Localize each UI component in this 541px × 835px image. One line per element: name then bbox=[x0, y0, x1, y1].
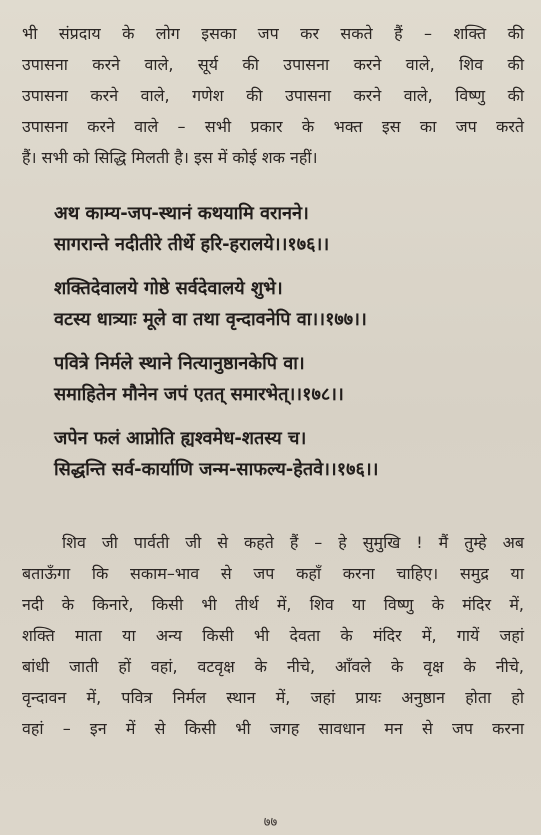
text-line: नदी के किनारे, किसी भी तीर्थ में, शिव या विष्णु के मंदिर में, bbox=[22, 595, 524, 614]
verse-line: सिद्धन्ति सर्व-कार्याणि जन्म-साफल्य-हेतवे।।१७६।। bbox=[54, 459, 379, 480]
intro-paragraph bbox=[22, 18, 524, 173]
verse-line: सागरान्ते नदीतीरे तीर्थे हरि-हरालये।।१७६।। bbox=[54, 234, 330, 255]
verse-line: अथ काम्य-जप-स्थानं कथयामि वरानने। bbox=[54, 203, 309, 224]
verse-line: जपेन फलं आप्नोति ह्यश्वमेध-शतस्य च। bbox=[54, 428, 307, 449]
verse-line: पवित्रे निर्मले स्थाने नित्यानुष्ठानकेपि वा। bbox=[54, 353, 305, 374]
text-line: शिव जी पार्वती जी से कहते हैं – हे सुमुखि ! मैं तुम्हे अब bbox=[62, 533, 524, 552]
verse-line: समाहितेन मौनेन जपं एतत् समारभेत्।।१७८।। bbox=[54, 384, 344, 405]
text-line: बांधी जाती हों वहां, वटवृक्ष के नीचे, आँवले के वृक्ष के नीचे, bbox=[22, 657, 524, 676]
text-line: वहां – इन में से किसी भी जगह सावधान मन से जप करना bbox=[22, 719, 524, 738]
verse-stanza bbox=[54, 423, 524, 485]
text-line: हैं। सभी को सिद्धि मिलती है। इस में कोई शक नहीं। bbox=[22, 148, 318, 167]
verse-stanza bbox=[54, 273, 524, 335]
translation-paragraph bbox=[22, 527, 524, 744]
sanskrit-verses bbox=[54, 198, 524, 498]
text-line: उपासना करने वाले – सभी प्रकार के भक्त इस का जप करते bbox=[22, 117, 524, 136]
text-line: शक्ति माता या अन्य किसी भी देवता के मंदिर में, गायें जहां bbox=[22, 626, 524, 645]
verse-stanza bbox=[54, 348, 524, 410]
verse-stanza bbox=[54, 198, 524, 260]
text-line: बताऊँगा कि सकाम–भाव से जप कहाँ करना चाहिए। समुद्र या bbox=[22, 564, 524, 583]
verse-line: शक्तिदेवालये गोष्ठे सर्वदेवालये शुभे। bbox=[54, 278, 283, 299]
text-line: उपासना करने वाले, गणेश की उपासना करने वाले, विष्णु की bbox=[22, 86, 524, 105]
text-line: भी संप्रदाय के लोग इसका जप कर सकते हैं – शक्ति की bbox=[22, 24, 524, 43]
page-number: ७७ bbox=[263, 815, 278, 830]
verse-line: वटस्य धात्र्याः मूले वा तथा वृन्दावनेपि वा।।१७७।। bbox=[54, 309, 367, 330]
text-line: उपासना करने वाले, सूर्य की उपासना करने वाले, शिव की bbox=[22, 55, 524, 74]
text-line: वृन्दावन में, पवित्र निर्मल स्थान में, जहां प्रायः अनुष्ठान होता हो bbox=[22, 688, 524, 707]
